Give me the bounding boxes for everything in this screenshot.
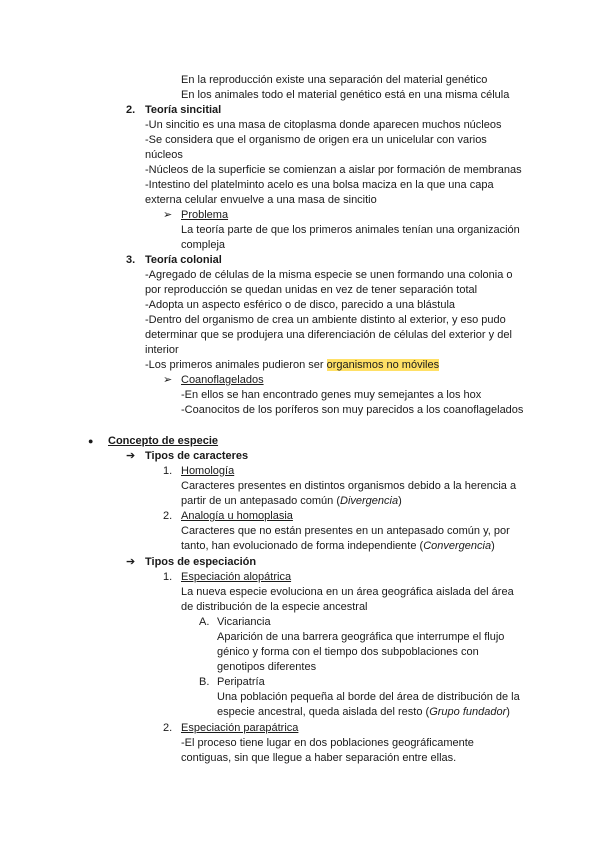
- text-fragment: ): [506, 706, 510, 718]
- list-letter: A.: [199, 616, 210, 628]
- list-number: 1.: [163, 465, 173, 477]
- text-line: En la reproducción existe una separación del material genético: [181, 74, 488, 86]
- section-heading: Teoría colonial: [145, 254, 222, 266]
- subheading: Analogía u homoplasia: [181, 510, 293, 522]
- text-fragment: ): [398, 495, 402, 507]
- text-line: núcleos: [145, 149, 183, 161]
- text-line: determinar que se produjera una diferenciación de células del exterior y del: [145, 329, 512, 341]
- text-fragment: especie ancestral, queda aislada del resto (: [217, 706, 430, 718]
- list-number: 2.: [126, 104, 136, 116]
- text-line: [181, 539, 495, 554]
- text-line: -Núcleos de la superficie se comienzan a aislar por formación de membranas: [145, 164, 522, 176]
- text-fragment: tanto, han evolucionado de forma independiente (: [181, 540, 424, 552]
- text-line: En los animales todo el material genético está en una misma célula: [181, 89, 510, 101]
- subheading: Vicariancia: [217, 616, 271, 628]
- text-fragment: ): [491, 540, 495, 552]
- italic-term: Convergencia: [423, 540, 492, 552]
- text-line: -En ellos se han encontrado genes muy semejantes a los hox: [181, 389, 482, 401]
- section-heading: Concepto de especie: [108, 435, 219, 447]
- text-line: [217, 705, 510, 720]
- text-line: génico y forma con el tiempo dos subpoblaciones con: [217, 646, 479, 658]
- text-line: Caracteres presentes en distintos organismos debido a la herencia a: [181, 480, 517, 492]
- subheading: Peripatría: [217, 676, 265, 688]
- text-line: [145, 358, 439, 373]
- arrow-icon: ➔: [126, 556, 136, 568]
- arrow-icon: ➔: [126, 450, 136, 462]
- italic-term: Divergencia: [340, 495, 399, 507]
- list-letter: B.: [199, 676, 210, 688]
- bullet-icon: ●: [88, 436, 94, 446]
- section-heading: Teoría sincitial: [145, 104, 222, 116]
- subsection-heading: Tipos de caracteres: [145, 450, 249, 462]
- text-line: -Se considera que el organismo de origen era un unicelular con varios: [145, 134, 487, 146]
- text-line: -Agregado de células de la misma especie se unen formando una colonia o: [145, 269, 513, 281]
- text-line: interior: [145, 344, 179, 356]
- italic-term: Grupo fundador: [429, 706, 507, 718]
- text-fragment: -Los primeros animales pudieron ser: [145, 359, 327, 371]
- text-line: -Coanocitos de los poríferos son muy parecidos a los coanoflagelados: [181, 404, 524, 416]
- text-line: -Intestino del platelminto acelo es una bolsa maciza en la que una capa: [145, 179, 494, 191]
- subheading: Coanoflagelados: [181, 374, 264, 386]
- text-line: por reproducción se quedan unidas en vez de tener separación total: [145, 284, 478, 296]
- text-line: [181, 494, 402, 509]
- text-line: externa celular envuelve a una masa de sincitio: [145, 194, 377, 206]
- text-line: Una población pequeña al borde del área de distribución de la: [217, 691, 520, 703]
- list-number: 3.: [126, 254, 136, 266]
- text-line: La nueva especie evoluciona en un área geográfica aislada del área: [181, 586, 514, 598]
- text-line: genotipos diferentes: [217, 661, 317, 673]
- list-number: 1.: [163, 571, 173, 583]
- subheading: Problema: [181, 209, 229, 221]
- subheading: Especiación alopátrica: [181, 571, 292, 583]
- arrow-bullet-icon: ➢: [163, 374, 173, 386]
- text-line: de distribución de la especie ancestral: [181, 601, 368, 613]
- text-line: Aparición de una barrera geográfica que interrumpe el flujo: [217, 631, 505, 643]
- highlighted-text: organismos no móviles: [326, 359, 440, 371]
- text-line: -Un sincitio es una masa de citoplasma donde aparecen muchos núcleos: [145, 119, 502, 131]
- list-number: 2.: [163, 510, 173, 522]
- subheading: Homología: [181, 465, 235, 477]
- text-line: Caracteres que no están presentes en un antepasado común y, por: [181, 525, 510, 537]
- text-line: -Dentro del organismo de crea un ambiente distinto al exterior, y eso pudo: [145, 314, 506, 326]
- text-fragment: partir de un antepasado común (: [181, 495, 340, 507]
- list-number: 2.: [163, 722, 173, 734]
- text-line: La teoría parte de que los primeros animales tenían una organización: [181, 224, 520, 236]
- text-line: -Adopta un aspecto esférico o de disco, parecido a una blástula: [145, 299, 456, 311]
- arrow-bullet-icon: ➢: [163, 209, 173, 221]
- text-line: contiguas, sin que llegue a haber separación entre ellas.: [181, 752, 457, 764]
- text-line: compleja: [181, 239, 226, 251]
- subsection-heading: Tipos de especiación: [145, 556, 257, 568]
- subheading: Especiación parapátrica: [181, 722, 299, 734]
- text-line: -El proceso tiene lugar en dos poblaciones geográficamente: [181, 737, 474, 749]
